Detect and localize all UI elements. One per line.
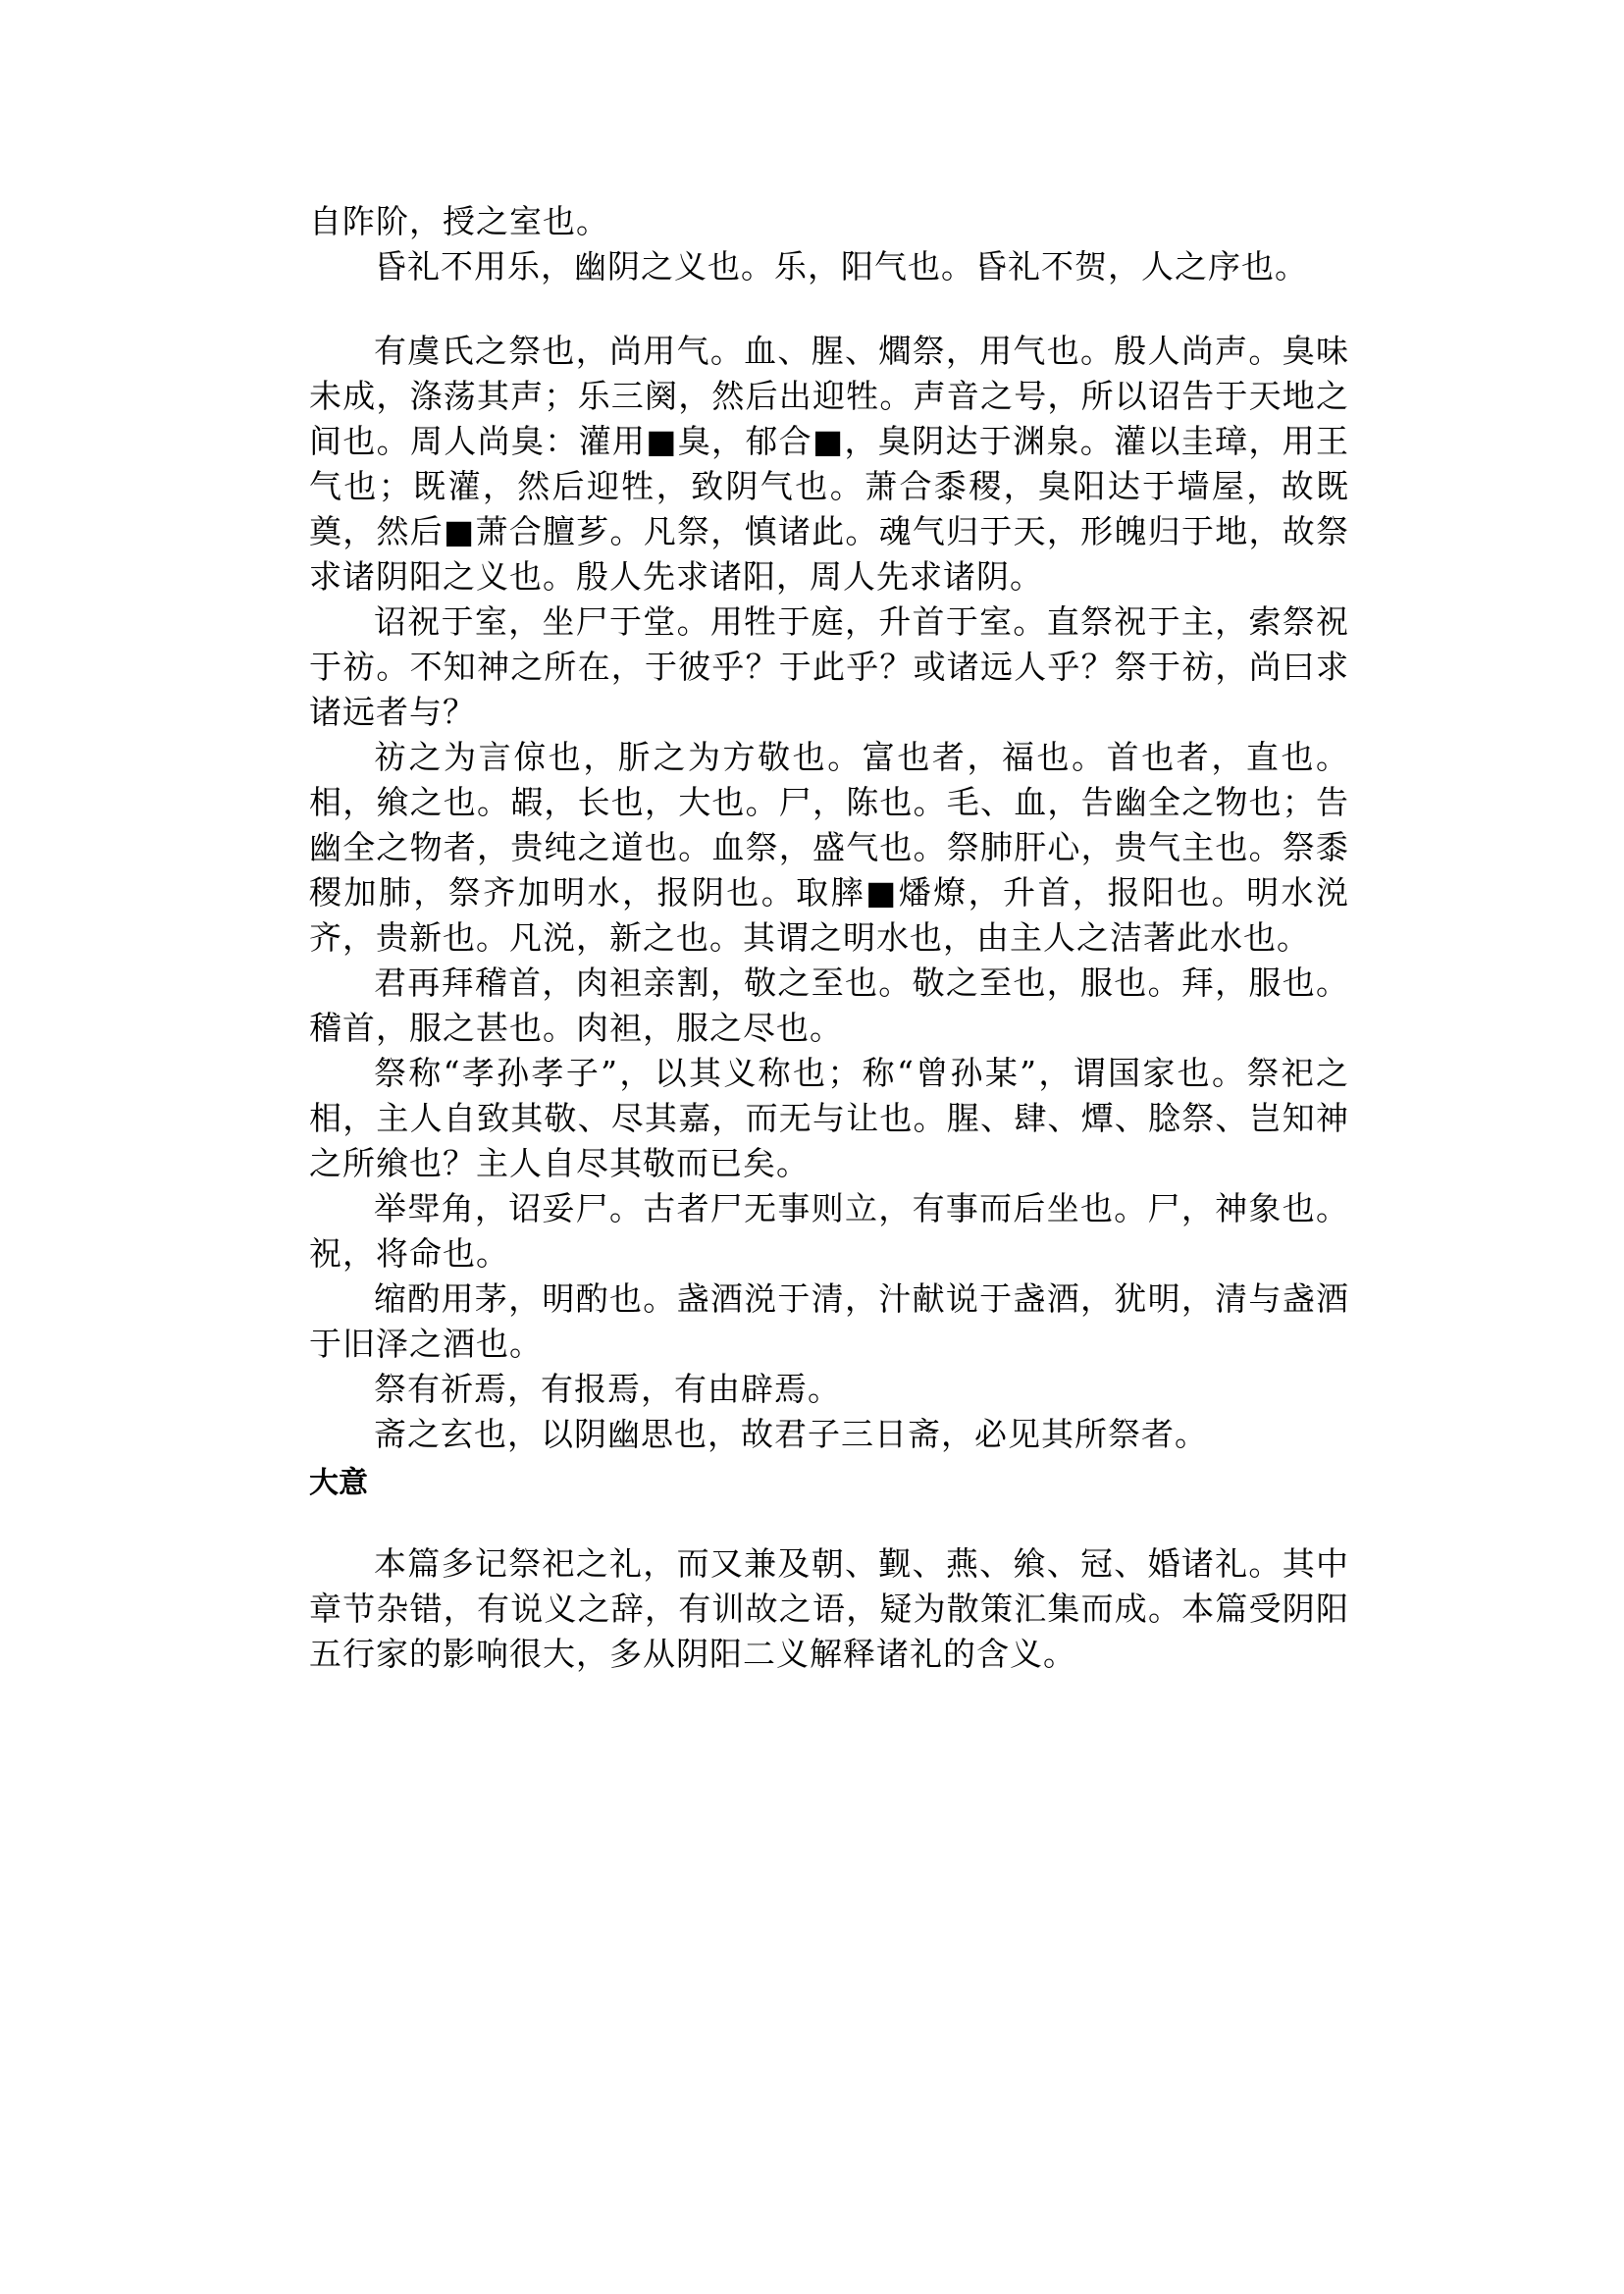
paragraph: 诏祝于室，坐尸于堂。用牲于庭，升首于室。直祭祝于主，索祭祝于祊。不知神之所在，于彼乎？于此乎？或诸远人乎？祭于祊，尚曰求诸远者与？: [309, 602, 1349, 731]
paragraph: 祭有祈焉，有报焉，有由辟焉。: [374, 1370, 841, 1408]
paragraph: 斋之玄也，以阴幽思也，故君子三日斋，必见其所祭者。: [374, 1415, 1208, 1453]
paragraph: 昏礼不用乐，幽阴之义也。乐，阳气也。昏礼不贺，人之序也。: [374, 247, 1308, 286]
paragraph-continued: 自阼阶，授之室也。: [309, 202, 609, 240]
text-block-continuation: [309, 199, 1349, 289]
paragraph: 君再拜稽首，肉袒亲割，敬之至也。敬之至也，服也。拜，服也。稽首，服之甚也。肉袒，服之尽也。: [309, 964, 1349, 1047]
paragraph: 缩酌用茅，明酌也。盏酒涚于清，汁献说于盏酒，犹明，清与盏酒于旧泽之酒也。: [309, 1279, 1349, 1363]
paragraph: 举斝角，诏妥尸。古者尸无事则立，有事而后坐也。尸，神象也。祝，将命也。: [309, 1189, 1349, 1273]
section-heading: 大意: [309, 1466, 368, 1500]
section-heading-block: [309, 1464, 1349, 1503]
summary-block: [309, 1541, 1349, 1677]
summary-paragraph: 本篇多记祭祀之礼，而又兼及朝、觐、燕、飨、冠、婚诸礼。其中章节杂错，有说义之辞，有训故之语，疑为散策汇集而成。本篇受阴阳五行家的影响很大，多从阴阳二义解释诸礼的含义。: [309, 1544, 1349, 1673]
paragraph: 有虞氏之祭也，尚用气。血、腥、爓祭，用气也。殷人尚声。臭味未成，涤荡其声；乐三阕，然后出迎牲。声音之号，所以诏告于天地之间也。周人尚臭：灌用■臭，郁合■，臭阴达于渊泉。灌以圭璋，用王气也；既灌，然后迎牲，致阴气也。萧合黍稷，臭阳达于墙屋，故既奠，然后■萧合膻芗。凡祭，慎诸此。魂气归于天，形魄归于地，故祭求诸阴阳之义也。殷人先求诸阳，周人先求诸阴。: [309, 332, 1349, 596]
text-block-main: [309, 329, 1349, 1457]
paragraph: 祭称“孝孙孝子”，以其义称也；称“曾孙某”，谓国家也。祭祀之相，主人自致其敬、尽其嘉，而无与让也。腥、肆、燂、腍祭、岂知神之所飨也？主人自尽其敬而已矣。: [309, 1054, 1349, 1182]
paragraph: 祊之为言倞也，肵之为方敬也。富也者，福也。首也者，直也。相，飨之也。嘏，长也，大也。尸，陈也。毛、血，告幽全之物也；告幽全之物者，贵纯之道也。血祭，盛气也。祭肺肝心，贵气主也。祭黍稷加肺，祭齐加明水，报阴也。取膟■燔燎，升首，报阳也。明水涚齐，贵新也。凡涚，新之也。其谓之明水也，由主人之洁著此水也。: [309, 738, 1349, 957]
